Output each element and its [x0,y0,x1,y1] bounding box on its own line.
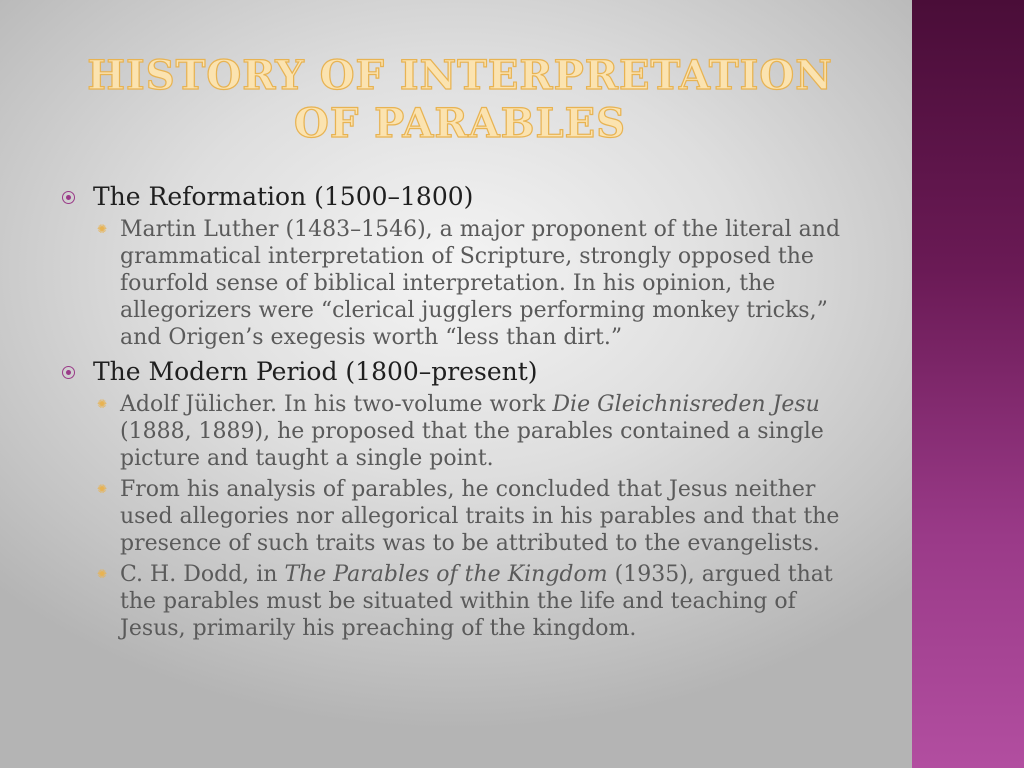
list-item-text: C. H. Dodd, in [120,562,285,587]
decorative-side-bar [912,0,1024,768]
list-item-julicher [62,391,862,472]
list-item-analysis [62,476,862,557]
list-item-dodd [62,561,862,642]
section-heading-text: The Modern Period (1800–present) [93,357,538,386]
circle-bullet-icon [62,191,75,204]
book-title: Die Gleichnisreden Jesu [552,392,820,417]
section-heading-text: The Reformation (1500–1800) [93,182,474,211]
section-heading-modern-period [62,357,862,387]
sun-bullet-icon: ✺ [97,222,108,236]
list-item-text: Adolf Jülicher. In his two-volume work [120,392,553,417]
slide-content [62,182,862,642]
list-item-luther [62,216,862,351]
circle-bullet-icon [62,366,75,379]
list-item-text: Martin Luther (1483–1546), a major proponent of the literal and grammatical interpretation of Scripture, strongly opposed the fourfold sense of biblical interpretation. In his opinion, the allegorizers were “clerical jugglers performing monkey tricks,” and Origen’s exegesis worth “less than dirt.” [120,217,841,350]
list-item-text: From his analysis of parables, he concluded that Jesus neither used allegories nor allegorical traits in his parables and that the presence of such traits was to be attributed to the evangelists. [120,477,840,556]
sun-bullet-icon: ✺ [97,397,108,411]
sun-bullet-icon: ✺ [97,482,108,496]
sun-bullet-icon: ✺ [97,567,108,581]
section-heading-reformation [62,182,862,212]
list-item-text: (1935), argued that the parables must be situated within the life and teaching of Jesus, primarily his preaching of the kingdom. [120,562,833,641]
slide-title: HISTORY OF INTERPRETATION OF PARABLES [87,52,833,147]
list-item-text: (1888, 1889), he proposed that the parables contained a single picture and taught a single point. [120,419,824,471]
book-title: The Parables of the Kingdom [284,562,608,587]
